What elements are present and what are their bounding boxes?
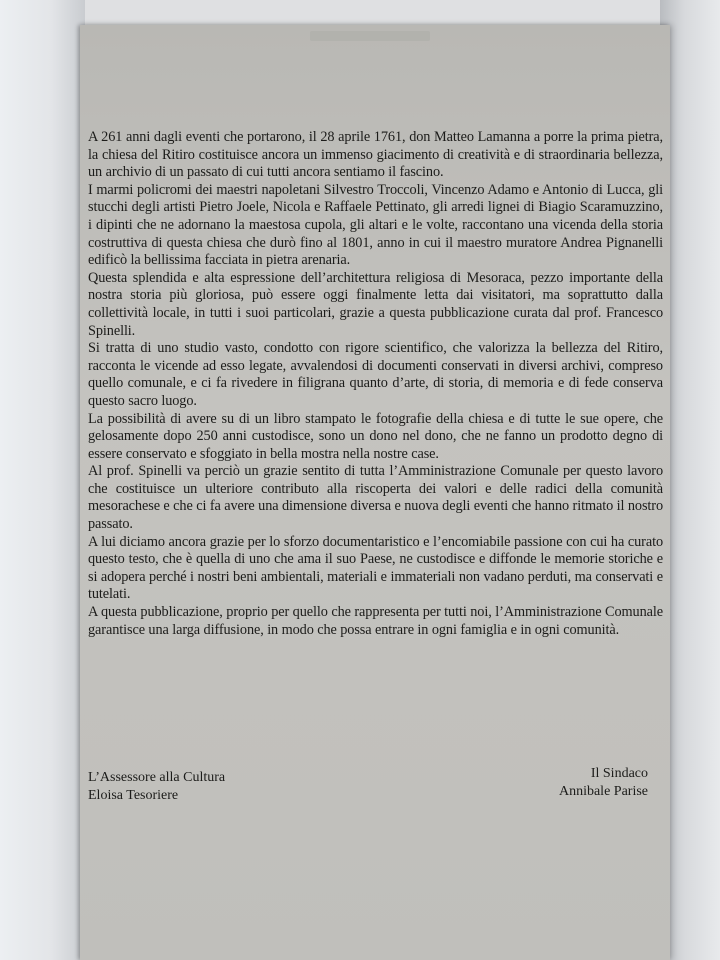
signature-assessore-role: L’Assessore alla Cultura	[88, 770, 226, 785]
paragraph-6: Al prof. Spinelli va perciò un grazie sentito di tutta l’Amministrazione Comunale per questo lavoro che costituisce un ulteriore contributo alla riscoperta dei valori e delle radici della comunità mesorachese e che ci fa avere una dimensione diversa e nuova degli eventi che hanno ritmato il nostro passato.	[88, 463, 663, 533]
document-page	[80, 25, 670, 960]
paragraph-8: A questa pubblicazione, proprio per quello che rappresenta per tutti noi, l’Amministrazione Comunale garantisce una larga diffusione, in modo che possa entrare in ogni famiglia e in ogni comunità.	[88, 604, 663, 638]
signature-sindaco	[559, 765, 648, 801]
paragraph-1: A 261 anni dagli eventi che portarono, il 28 aprile 1761, don Matteo Lamanna a porre la prima pietra, la chiesa del Ritiro costituisce ancora un immenso giacimento di creatività e di straordinaria bellezza, un archivio di un passato di cui tutti ancora sentiamo il fascino.	[88, 129, 663, 181]
signature-sindaco-role: Il Sindaco	[590, 766, 648, 781]
paragraph-3: Questa splendida e alta espressione dell’architettura religiosa di Mesoraca, pezzo importante della nostra storia più gloriosa, può essere oggi finalmente letta dai visitatori, ma soprattutto dalla collettività locale, in tutti i suoi particolari, grazie a questa pubblicazione curata dal prof. Francesco Spinelli.	[88, 269, 663, 339]
paragraph-5: La possibilità di avere su di un libro stampato le fotografie della chiesa e di tutte le sue opere, che gelosamente dopo 250 anni custodisce, sono un dono nel dono, che ne fanno un prodotto degno di essere conservato e sfoggiato in bella mostra nella nostre case.	[88, 410, 663, 462]
paragraph-2: I marmi policromi dei maestri napoletani Silvestro Troccoli, Vincenzo Adamo e Antonio di Lucca, gli stucchi degli artisti Pietro Joele, Nicola e Raffaele Pettinato, gli arredi lignei di Biagio Scaramuzzino, i dipinti che ne adornano la maestosa cupola, gli altari e le volte, raccontano una vicenda della storia costruttiva di questa chiesa che durò fino al 1801, anno in cui il maestro muratore Andrea Pignanelli edificò la bellissima facciata in pietra arenaria.	[88, 181, 663, 269]
paragraph-7: A lui diciamo ancora grazie per lo sforzo documentaristico e l’encomiabile passione con cui ha curato questo testo, che è quella di uno che ama il suo Paese, ne custodisce e diffonde le memorie storiche e si adopera perché i nostri beni ambientali, materiali e immateriali non vadano perduti, ma conservati e tutelati.	[88, 533, 663, 603]
signature-assessore	[88, 769, 225, 805]
paragraph-4: Si tratta di uno studio vasto, condotto con rigore scientifico, che valorizza la bellezza del Ritiro, racconta le vicende ad esso legate, avvalendosi di documenti conservati in diversi archivi, compreso quello comunale, e ci fa rivedere in filigrana quanto d’arte, di storia, di memoria e di fede conserva questo sacro luogo.	[88, 340, 663, 409]
signature-sindaco-name: Annibale Parise	[558, 784, 648, 799]
faded-header-bleed	[310, 31, 430, 41]
background-left-edge	[0, 0, 85, 960]
body-text	[88, 129, 663, 639]
signature-assessore-name: Eloisa Tesoriere	[88, 788, 179, 803]
